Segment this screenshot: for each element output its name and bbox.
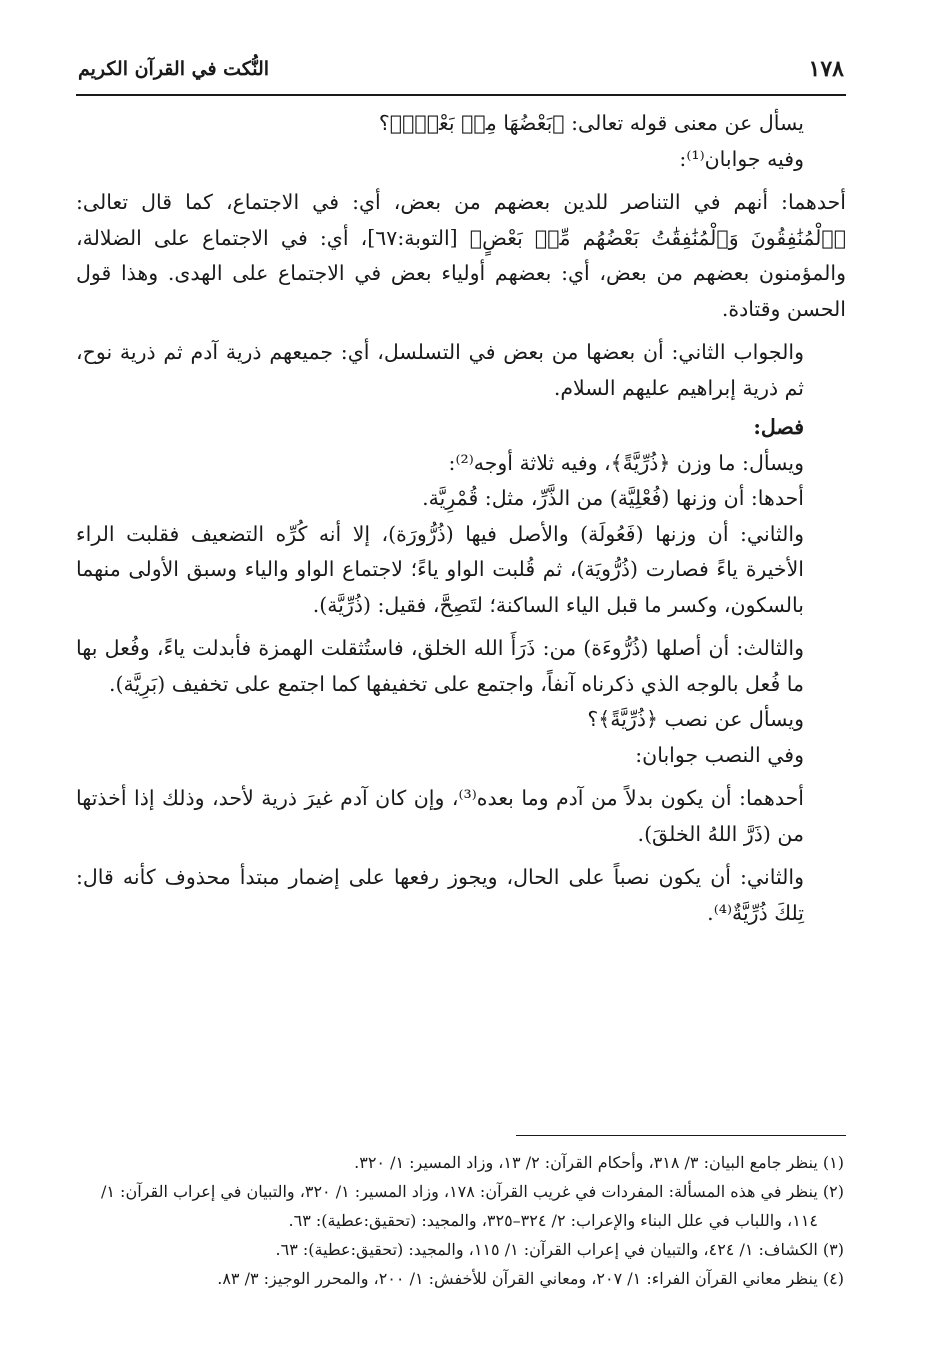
running-title: النُّكت في القرآن الكريم [78, 58, 270, 80]
footnote: (١) ينظر جامع البيان: ٣/ ٣١٨، وأحكام القرآن: ٢/ ١٣، وزاد المسير: ١/ ٣٢٠. [354, 1153, 844, 1172]
main-text [76, 106, 846, 931]
paragraph: أحدهما: أن يكون بدلاً من آدم وما بعده⁽³⁾، وإن كان آدم غيرَ ذرية لأحد، وذلك إذا أخذتها من (ذَرَّ اللهُ الخلقَ). [76, 786, 804, 846]
page-number: ١٧٨ [808, 56, 844, 82]
paragraph: والثاني: أن يكون نصباً على الحال، ويجوز رفعها على إضمار مبتدأ محذوف كأنه قال: تِلكَ ذُرِّيَّةٌ⁽⁴⁾. [76, 865, 804, 925]
book-page [76, 40, 846, 1330]
paragraph: والثالث: أن أصلها (ذُرُّوءَة) من: ذَرَأَ الله الخلق، فاستُثقلت الهمزة فأبدلت ياءً، وفُعل بها ما فُعل بالوجه الذي ذكرناه آنفاً، واجتمع على تخفيفها كما اجتمع على تخفيف (بَرِيَّة). [76, 636, 804, 696]
footnote: (٣) الكشاف: ١/ ٤٢٤، والتبيان في إعراب القرآن: ١/ ١١٥، والمجيد: (تحقيق:عطية): ٦٣. [275, 1240, 844, 1259]
paragraph: وفي النصب جوابان: [635, 742, 804, 767]
footnote-divider [516, 1135, 846, 1136]
paragraph: وفيه جوابان⁽¹⁾: [679, 146, 804, 171]
paragraph: والجواب الثاني: أن بعضها من بعض في التسلسل، أي: جميعهم ذرية آدم ثم ذرية نوح، ثم ذرية إبراهيم عليهم السلام. [76, 340, 804, 400]
paragraph: ويسأل عن نصب ﴿ذُرِّيَّةً﴾؟ [587, 707, 804, 731]
paragraph: أحدهما: أنهم في التناصر للدين بعضهم من بعض، أي: في الاجتماع، كما قال تعالى: ﴿ٱلْمُنَٰفِقُونَ وَٱلْمُنَٰفِقَٰتُ بَعْضُهُم مِّنۢ بَعْضٍ﴾ [التوبة:٦٧]، أي: في الاجتماع على الضلالة، والمؤمنون بعضهم من بعض، أي: بعضهم أولياء بعض في الاجتماع على الهدى. وهذا قول الحسن وقتادة. [76, 190, 846, 321]
footnote-continuation: ١١٤، واللباب في علل البناء والإعراب: ٢/ ٣٢٤–٣٢٥، والمجيد: (تحقيق:عطية): ٦٣. [288, 1211, 818, 1230]
paragraph: أحدها: أن وزنها (فُعْلِيَّة) من الذَّرِّ، مثل: قُمْرِيَّة. [422, 486, 804, 510]
footnotes [76, 1148, 846, 1293]
page-header [76, 54, 846, 96]
paragraph: يسأل عن معنى قوله تعالى: ﴿بَعْضُهَا مِنۢ بَعْضٍۗ﴾؟ [378, 111, 804, 135]
paragraph: والثاني: أن وزنها (فَعُولَة) والأصل فيها (ذُرُّورَة)، إلا أنه كُرِّه التضعيف فقلبت الراء الأخيرة ياءً فصارت (ذُرُّويَة)، ثم قُلبت الواو ياءً؛ لاجتماع الواو والياء وسبق الأولى منهما بالسكون، وكسر ما قبل الياء الساكنة؛ لتَصِحَّ، فقيل: (ذُرِّيَّة). [76, 521, 804, 617]
section-heading: فصل: [753, 415, 804, 439]
paragraph: ويسأل: ما وزن ﴿ذُرِّيَّةً﴾، وفيه ثلاثة أوجه⁽²⁾: [448, 450, 804, 475]
footnote: (٢) ينظر في هذه المسألة: المفردات في غريب القرآن: ١٧٨، وزاد المسير: ١/ ٣٢٠، والتبيان في إعراب القرآن: ١/ [100, 1182, 844, 1201]
footnote: (٤) ينظر معاني القرآن الفراء: ١/ ٢٠٧، ومعاني القرآن للأخفش: ١/ ٢٠٠، والمحرر الوجيز: ٣/ ٨٣. [217, 1269, 844, 1288]
